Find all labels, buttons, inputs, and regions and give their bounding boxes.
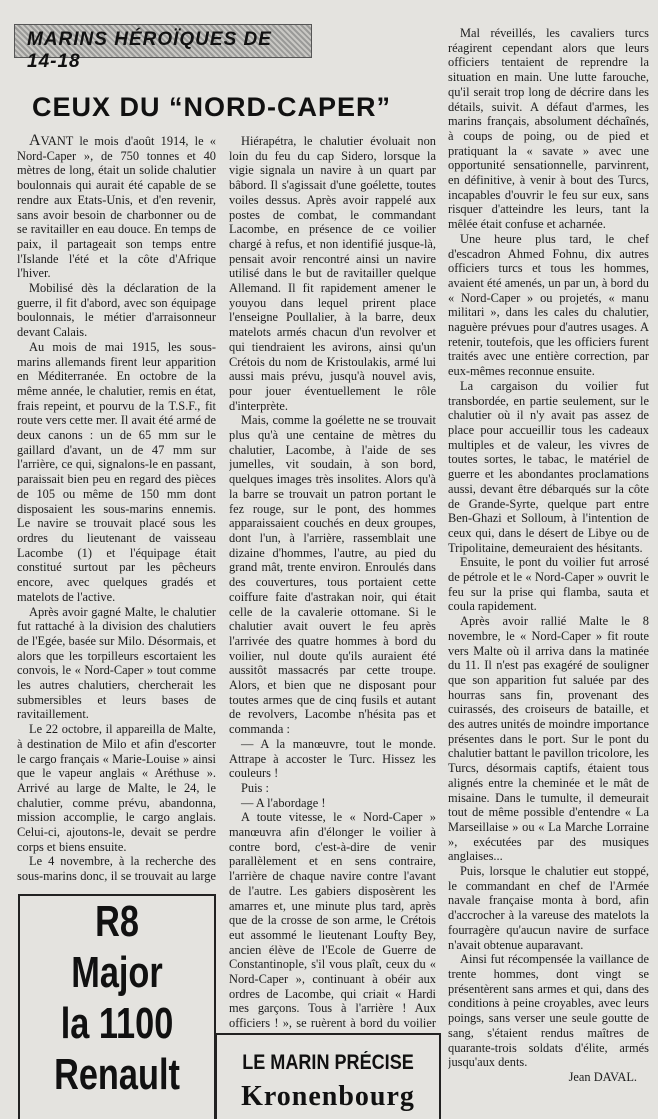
paragraph: Après avoir rallié Malte le 8 novembre, le « Nord-Caper » fit route vers Malte où il arriva dans la matinée du 11. Il n'est pas exagéré de souligner que son apparition fut saluée par des hourras sans fin, provenant des cuirassés, des croiseurs de bataille, et des autres unités de moindre importance présentes dans le port. Sur le pont du chalutier battant le pavillon tricolore, les Turcs, désormais captifs, étaient tous alignés entre la cheminée et le mât de misaine. Dans le tumulte, il demeurait tout de même possible d'entendre « La Marseillaise » ou « La Marche Lorraine », exécutées par des musiques anglaises... (448, 614, 649, 864)
paragraph: Hiérapétra, le chalutier évoluait non loin du feu du cap Sidero, lorsque la vigie signala un navire à un quart par bâbord. Il s'agissait d'une goélette, toutes voiles dessus. Après avoir rappelé aux postes de combat, le commandant Lacombe, en présence de ce voilier chargé à refus, et non identifié jusque-là, pensait avoir rencontré ainsi un navire utilisé dans le but de ravitailler quelque Allemand. Il fit rapidement amener le youyou dans lequel prirent place l'enseigne Poullalier, à la barre, deux matelots armés chacun d'un revolver et qui tiendraient les avirons, ainsi qu'un Crétois du nom de Kristoulakis, armé lui aussi mais prévu, jusqu'à nouvel avis, pour jouer éventuellement le rôle d'interprète. (229, 134, 436, 413)
paragraph: A toute vitesse, le « Nord-Caper » manœuvra afin d'élonger le voilier à contre bord, c'est-à-dire de venir parallèlement et en sens contraire, l'arrière de chaque navire contre l'avant de l'autre. Les gabiers disposèrent les amarres et, une minute plus tard, après que de la crosse de son arme, le Crétois eut assommé le lieutenant Loufty Bey, ancien élève de l'Ecole de Guerre de Constantinople, s'il vous plaît, ceux du « Nord-Caper », continuant à obéir aux ordres de Lacombe, qui criait « Hardi mes garçons. Tous à l'arrière ! Aux officiers ! », se ruèrent à bord du voilier (229, 810, 436, 1030)
paragraph: Puis, lorsque le chalutier eut stoppé, le commandant en chef de l'Armée navale française monta à bord, afin d'accrocher à la vareuse des matelots la fourragère qu'aucun navire de surface n'avait obtenue auparavant. (448, 864, 649, 952)
paragraph: AVANT le mois d'août 1914, le « Nord-Caper », de 750 tonnes et 40 mètres de long, était un solide chalutier boulonnais qui aurait été capable de se rendre aux Etats-Unis, et d'en revenir, sans avoir besoin de charbonner ou de se ravitailler en eau douce. En temps de paix, il partageait son temps entre l'Islande l'été et la côte d'Afrique l'hiver. (17, 134, 216, 281)
author-signature: Jean DAVAL. (568, 1069, 637, 1084)
article-column-2 (229, 134, 436, 1030)
ad-line: Renault (54, 1050, 180, 1099)
article-column-1 (17, 134, 216, 884)
paragraph: — A la manœuvre, tout le monde. Attrape à accoster le Turc. Hissez les couleurs ! (229, 736, 436, 781)
paragraph: Le 22 octobre, il appareilla de Malte, à destination de Milo et afin d'escorter le cargo français « Marie-Louise » ainsi que le vapeur anglais « Aréthuse ». Arrivé au large de Malte, le 24, le chalutier, comme prévu, abandonna, mission accomplie, le cargo anglais. Celui-ci, ajoutons-le, devait se perdre corps et biens ensuite. (17, 722, 216, 854)
paragraph: Mobilisé dès la déclaration de la guerre, il fit d'abord, avec son équipage boulonnais, le métier d'arraisonneur devant Calais. (17, 281, 216, 340)
article-column-3 (448, 26, 649, 1110)
paragraph: Après avoir gagné Malte, le chalutier fut rattaché à la division des chalutiers de l'Egée, basée sur Milo. Désormais, et alors que les torpilleurs escortaient les convois, le « Nord-Caper » tout comme les autres chalutiers, chercherait les submersibles et leurs bases de ravitaillement. (17, 604, 216, 722)
paragraph: Au mois de mai 1915, les sous-marins allemands firent leur apparition en Méditerranée. En octobre de la même année, le chalutier, remis en état, frais repeint, et pourvu de la T.S.F., fit route vers cette mer. Il avait été armé de deux canons : un de 65 mm sur le gaillard d'avant, un de 47 mm sur l'arrière, ce qui, signalons-le en passant, paraissait bien peu en regard des pièces de 105 ou même de 150 mm dont disposaient les sous-marins ennemis. Le navire se trouvait placé sous les ordres du lieutenant de vaisseau Lacombe (1) et l'équipage était constitué surtout par les pêcheurs encore, avec quelques gradés et matelots de l'active. (17, 339, 216, 604)
paragraph: Mal réveillés, les cavaliers turcs réagirent cependant alors que leurs officiers tentaient de reprendre la situation en main. Une lutte farouche, qu'il serait trop long de décrire dans les détails, suivit. A défaut d'armes, les marins français, absolument déchaînés, à coups de poing, ou de pied et pratiquant la « savate » avec une opportunité sensationnelle, parvinrent, en définitive, à venir à bout des Turcs, incapables d'ouvrir le feu sur eux, sans risquer d'atteindre les leurs, tant la mêlée était confuse et acharnée. (448, 26, 649, 232)
paragraph: Puis : (241, 780, 269, 795)
ad-tagline: LE MARIN PRÉCISE (242, 1051, 414, 1074)
ad-line: la 1100 (60, 999, 174, 1048)
paragraph: La cargaison du voilier fut transbordée, en partie seulement, sur le chalutier où il n'y avait pas assez de place pour accueillir tous les cadeaux multiples et de valeur, les vivres de toutes sortes, le tabac, le matériel de guerre et les abondantes proclamations aussi, devant être débarqués sur la côte de Grande-Syrte, quelque part entre Ben-Ghazi et Solloum, à l'intention de ceux qui, dans le désert de Libye ou de Tripolitaine, demeuraient des hésitants. (448, 378, 649, 555)
paragraph: Le 4 novembre, à la recherche des sous-marins donc, il se trouvait au large (17, 854, 216, 884)
ad-line: Major (71, 948, 163, 997)
series-banner (14, 24, 312, 72)
ad-brand: Kronenbourg (241, 1081, 415, 1112)
paragraph: Mais, comme la goélette ne se trouvait plus qu'à une centaine de mètres du chalutier, Lacombe, à l'aide de ses jumelles, vit soudain, à son bord, quelques images très insolites. Alors qu'à la barre se trouvait un patron portant le fez rouge, sur le pont, des hommes apparaissaient couchés en deux groupes, dont l'un, à l'arrière, rassemblait une dizaine d'hommes, l'autre, au pied du grand mât, trente environ. Enroulés dans des couvertures, tous portaient cette coiffure faite d'astrakan noir, qui était celle de la cavalerie ottomane. Si le chalutier avait ouvert le feu après l'arrivée des quatre hommes à bord du voilier, nul doute qu'ils auraient été aussitôt massacrés par cette troupe. Alors, et bien que ne disposant pour toutes armes que de cinq fusils et autant de revolvers, Lacombe n'hésita pas et commanda : (229, 413, 436, 737)
series-banner-text: MARINS HÉROÏQUES DE 14-18 (27, 29, 272, 72)
paragraph: Ainsi fut récompensée la vaillance de trente hommes, dont vingt se présentèrent sans armes et qui, dans des conditions à peine croyables, avec leurs poings, sans verser une seule goutte de sang, s'étaient rendus maîtres de quarante-trois soldats d'élite, armés jusqu'aux dents. (448, 952, 649, 1070)
paragraph: Une heure plus tard, le chef d'escadron Ahmed Fohnu, dix autres officiers turcs et tous les hommes, avaient été amenés, un par un, à bord du « Nord-Caper » ou projetés, « manu militari », dans les cales du chalutier, naguère prévues pour d'autres usages. A retenir, toutefois, que les officiers furent traités avec une entière correction, par eux-mêmes reconnue ensuite. (448, 231, 649, 379)
renault-advertisement (18, 894, 216, 1119)
paragraph: — A l'abordage ! (241, 795, 326, 810)
paragraph: Ensuite, le pont du voilier fut arrosé de pétrole et le « Nord-Caper » ouvrit le feu sur la prise qui flamba, sauta et coula rapidement. (448, 555, 649, 614)
kronenbourg-advertisement (215, 1033, 441, 1119)
ad-line: R8 (95, 897, 139, 946)
article-headline: CEUX DU “NORD-CAPER” (32, 92, 392, 122)
